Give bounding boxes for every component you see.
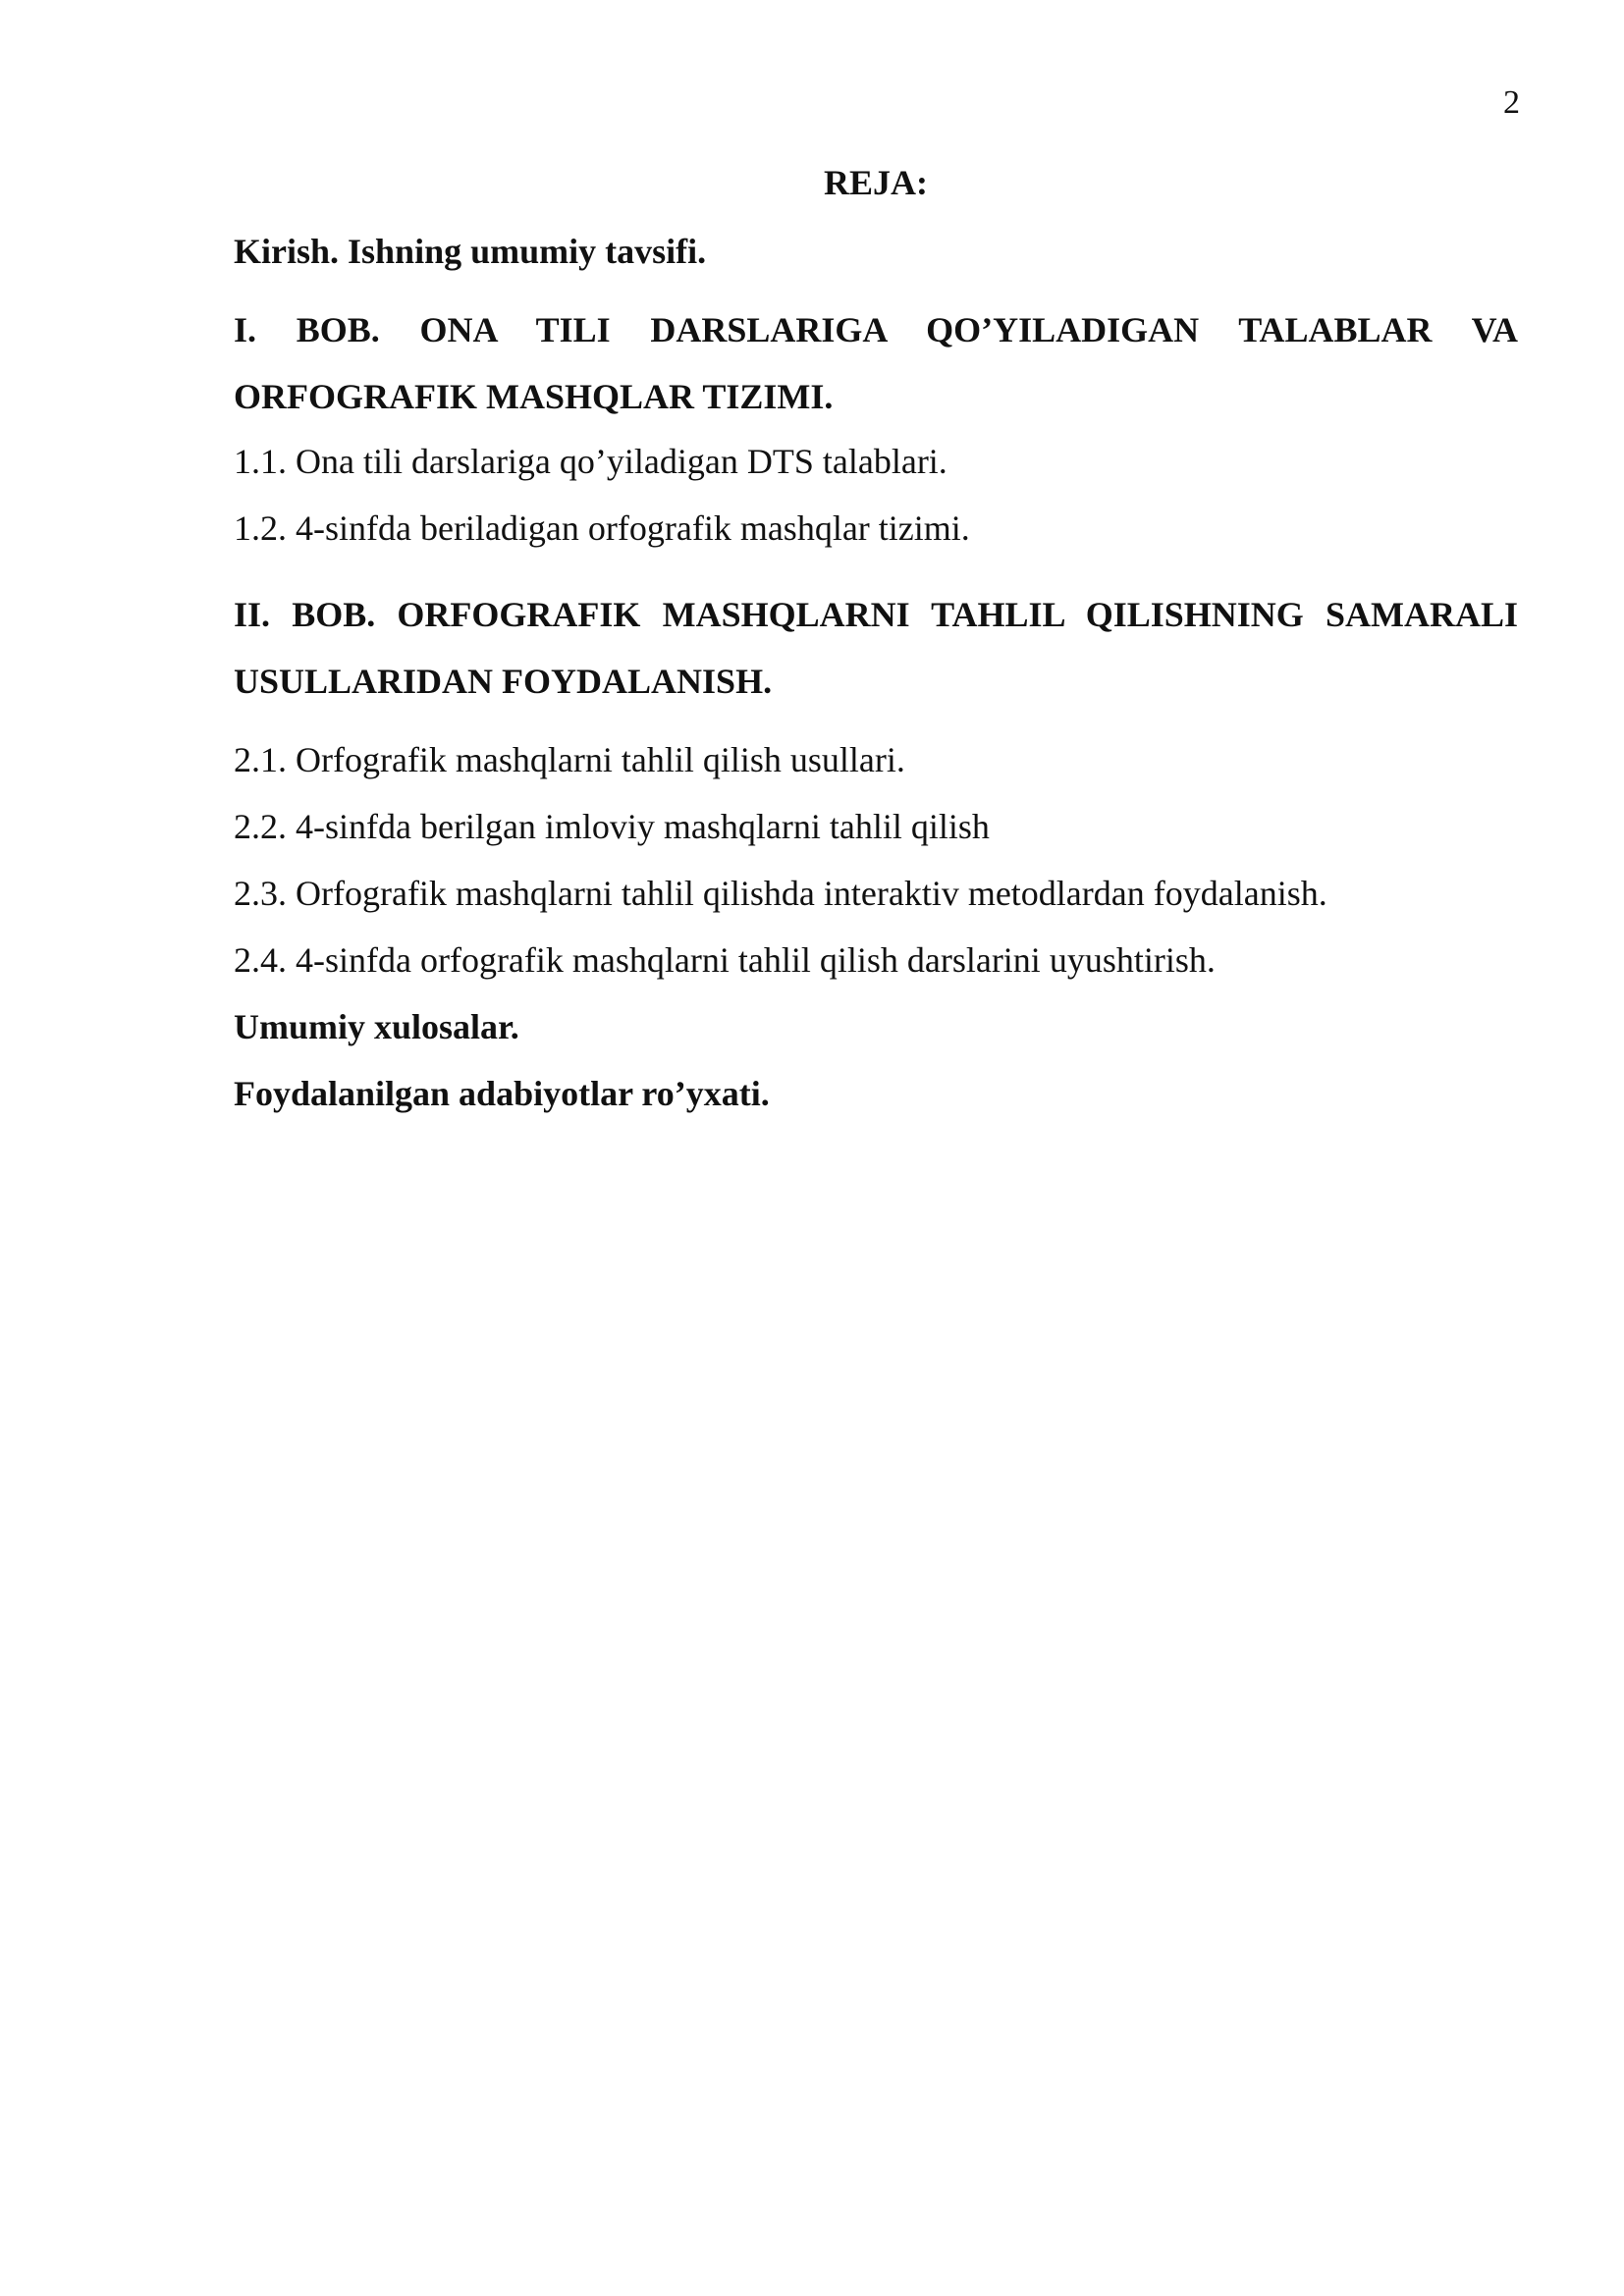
plan-title: REJA: <box>824 163 928 202</box>
section-2-2: 2.2. 4-sinfda berilgan imloviy mashqlarni tahlil qilish <box>234 807 990 846</box>
section-2-4: 2.4. 4-sinfda orfografik mashqlarni tahlil qilish darslarini uyushtirish. <box>234 940 1216 980</box>
section-1-1: 1.1. Ona tili darslariga qo’yiladigan DTS talablari. <box>234 442 947 481</box>
conclusion-line: Umumiy xulosalar. <box>234 1007 519 1046</box>
chapter-1-title: I. BOB. ONA TILI DARSLARIGA QO’YILADIGAN TALABLAR VA ORFOGRAFIK MASHQLAR TIZIMI. <box>234 310 1518 416</box>
page-number: 2 <box>1503 84 1520 121</box>
chapter-2-title: II. BOB. ORFOGRAFIK MASHQLARNI TAHLIL QILISHNING SAMARALI USULLARIDAN FOYDALANISH. <box>234 595 1518 701</box>
document-content <box>234 161 1518 1115</box>
references-line: Foydalanilgan adabiyotlar ro’yxati. <box>234 1074 770 1113</box>
section-2-1: 2.1. Orfografik mashqlarni tahlil qilish usullari. <box>234 740 905 779</box>
section-1-2: 1.2. 4-sinfda beriladigan orfografik mashqlar tizimi. <box>234 508 970 548</box>
intro-line: Kirish. Ishning umumiy tavsifi. <box>234 232 707 271</box>
section-2-3: 2.3. Orfografik mashqlarni tahlil qilishda interaktiv metodlardan foydalanish. <box>234 874 1327 913</box>
